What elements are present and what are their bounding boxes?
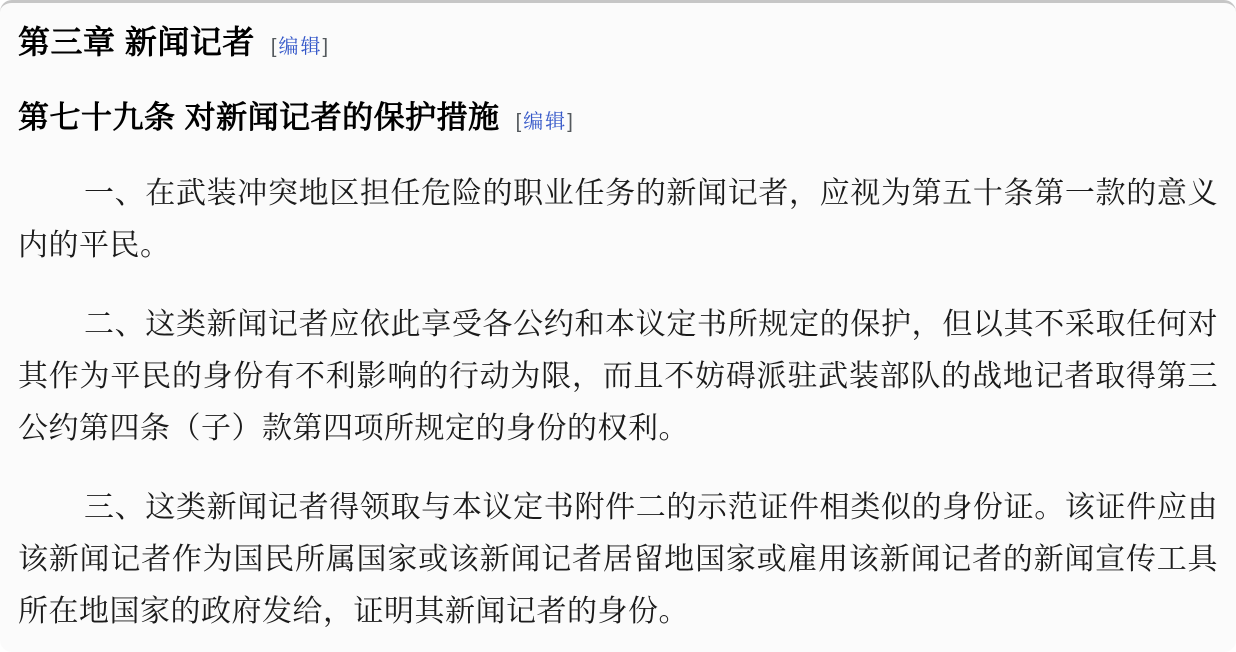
article-heading-title: 第七十九条 对新闻记者的保护措施 — [18, 100, 500, 135]
chapter-heading-title: 第三章 新闻记者 — [18, 24, 255, 60]
chapter-edit-open-bracket: [ — [270, 36, 279, 58]
chapter-edit-link[interactable]: 编辑 — [278, 36, 323, 58]
article-edit-link[interactable]: 编辑 — [523, 111, 568, 133]
chapter-edit-close-bracket: ] — [322, 36, 331, 58]
article-edit-close-bracket: ] — [567, 111, 575, 133]
article-heading — [18, 99, 1218, 141]
article-content — [0, 3, 1236, 638]
article-edit-open-bracket: [ — [515, 111, 524, 133]
paragraph-clause-1: 一、在武装冲突地区担任危险的职业任务的新闻记者，应视为第五十条第一款的意义内的平民。 — [18, 177, 1218, 262]
chapter-edit-link-group — [271, 36, 330, 58]
paragraph-clause-2: 二、这类新闻记者应依此享受各公约和本议定书所规定的保护，但以其不采取任何对其作为平民的身份有不利影响的行动为限，而且不妨碍派驻武装部队的战地记者取得第三公约第四条（子）款第四项所规定的身份的权利。 — [18, 308, 1218, 445]
paragraph-clause-3: 三、这类新闻记者得领取与本议定书附件二的示范证件相类似的身份证。该证件应由该新闻记者作为国民所属国家或该新闻记者居留地国家或雇用该新闻记者的新闻宣传工具所在地国家的政府发给，证明其新闻记者的身份。 — [18, 491, 1218, 628]
article-edit-link-group — [516, 111, 575, 133]
chapter-heading — [18, 23, 1218, 66]
